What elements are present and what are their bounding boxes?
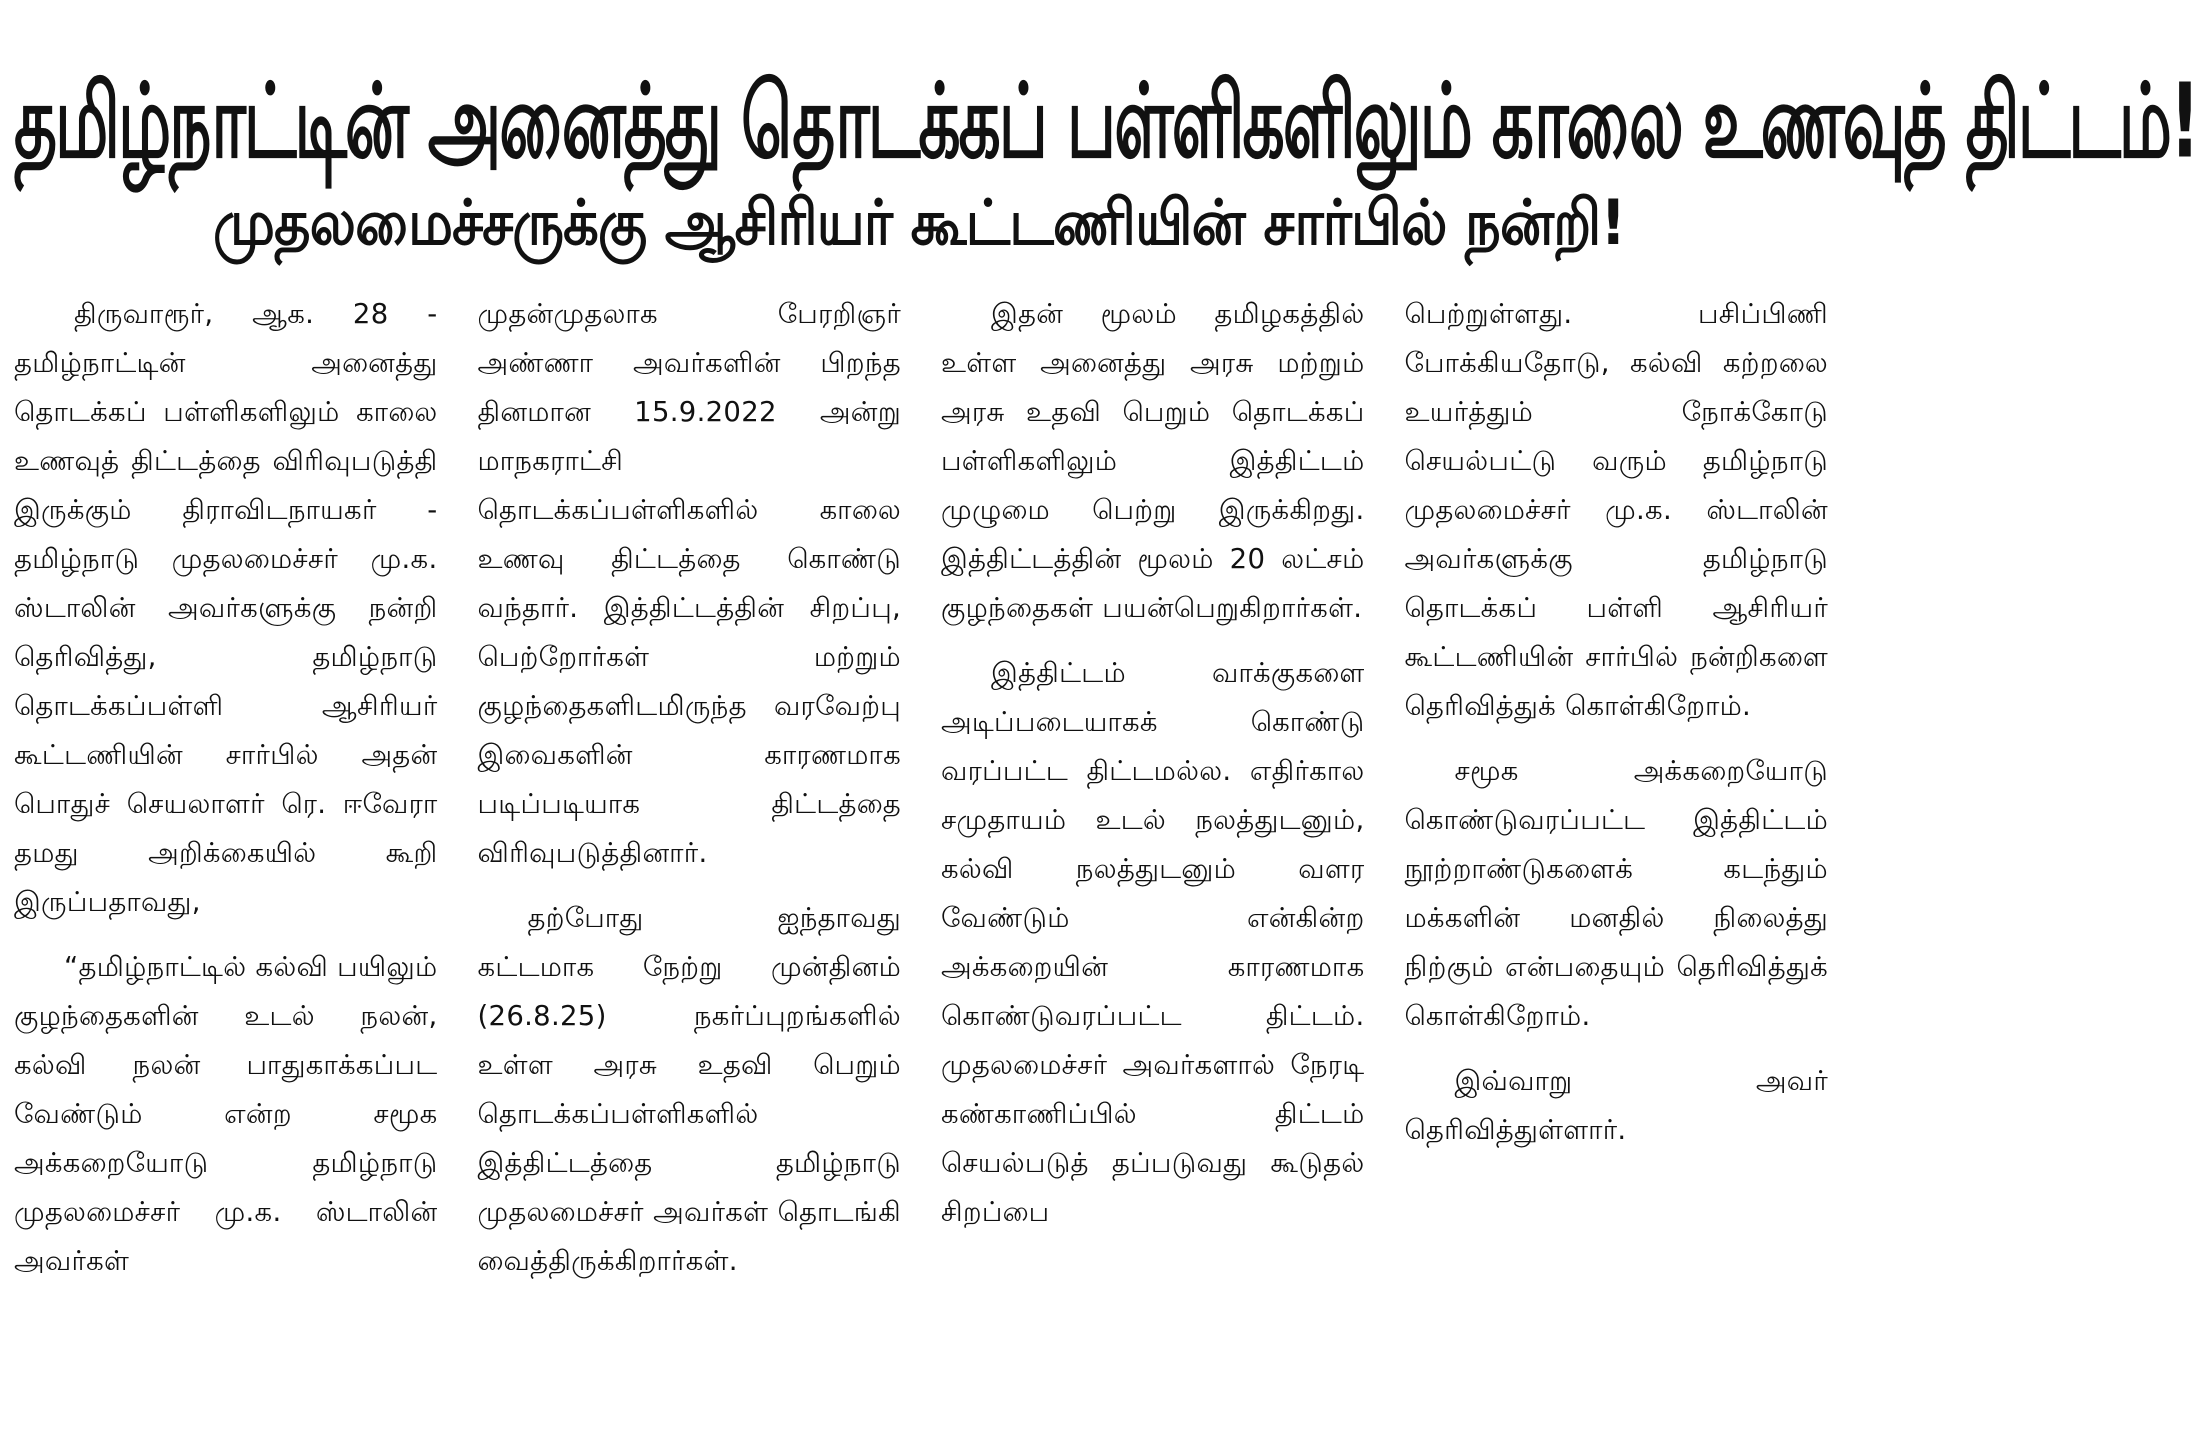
column-2	[478, 290, 902, 1450]
column-1	[14, 290, 438, 1450]
paragraph: இவ்வாறு அவர் தெரிவித்துள்ளார்.	[1404, 1065, 1828, 1146]
headline: தமிழ்நாட்டின் அனைத்து தொடக்கப் பள்ளிகளிலும் காலை உணவுத் திட்டம்!	[14, 62, 2198, 182]
subheadline: முதலமைச்சருக்கு ஆசிரியர் கூட்டணியின் சார்பில் நன்றி!	[212, 187, 1626, 260]
paragraph: திருவாரூர், ஆக. 28 - தமிழ்நாட்டின் அனைத்து தொடக்கப் பள்ளிகளிலும் காலை உணவுத் திட்டத்தை விரிவுபடுத்தி இருக்கும் திராவிடநாயகர் - தமிழ்நாடு முதலமைச்சர் மு.க. ஸ்டாலின் அவர்களுக்கு நன்றி தெரிவித்து, தமிழ்நாடு தொடக்கப்பள்ளி ஆசிரியர் கூட்டணியின் சார்பில் அதன் பொதுச் செயலாளர் ரெ. ஈவேரா தமது அறிக்கையில் கூறி இருப்பதாவது,	[14, 298, 438, 918]
paragraph: தற்போது ஐந்தாவது கட்டமாக நேற்று முன்தினம் (26.8.25) நகர்ப்புறங்களில் உள்ள அரசு உதவி பெறும் தொடக்கப்பள்ளிகளில் இத்திட்டத்தை தமிழ்நாடு முதலமைச்சர் அவர்கள் தொடங்கி வைத்திருக்கிறார்கள்.	[477, 902, 901, 1277]
paragraph: முதன்முதலாக பேரறிஞர் அண்ணா அவர்களின் பிறந்த தினமான 15.9.2022 அன்று மாநகராட்சி தொடக்கப்பள்ளிகளில் காலை உணவு திட்டத்தை கொண்டு வந்தார். இத்திட்டத்தின் சிறப்பு, பெற்றோர்கள் மற்றும் குழந்தைகளிடமிருந்த வரவேற்பு இவைகளின் காரணமாக படிப்படியாக திட்டத்தை விரிவுபடுத்தினார்.	[477, 298, 901, 869]
paragraph: “தமிழ்நாட்டில் கல்வி பயிலும் குழந்தைகளின் உடல் நலன், கல்வி நலன் பாதுகாக்கப்பட வேண்டும் என்ற சமூக அக்கறையோடு தமிழ்நாடு முதலமைச்சர் மு.க. ஸ்டாலின் அவர்கள்	[14, 951, 438, 1277]
paragraph: பெற்றுள்ளது. பசிப்பிணி போக்கியதோடு, கல்வி கற்றலை உயர்த்தும் நோக்கோடு செயல்பட்டு வரும் தமிழ்நாடு முதலமைச்சர் மு.க. ஸ்டாலின் அவர்களுக்கு தமிழ்நாடு தொடக்கப் பள்ளி ஆசிரியர் கூட்டணியின் சார்பில் நன்றிகளை தெரிவித்துக் கொள்கிறோம்.	[1404, 298, 1828, 722]
paragraph: இத்திட்டம் வாக்குகளை அடிப்படையாகக் கொண்டு வரப்பட்ட திட்டமல்ல. எதிர்கால சமுதாயம் உடல் நலத்துடனும், கல்வி நலத்துடனும் வளர வேண்டும் என்கின்ற அக்கறையின் காரணமாக கொண்டுவரப்பட்ட திட்டம். முதலமைச்சர் அவர்களால் நேரடி கண்காணிப்பில் திட்டம் செயல்படுத் தப்படுவது கூடுதல் சிறப்பை	[941, 657, 1365, 1228]
column-4	[1405, 290, 1829, 1450]
paragraph: இதன் மூலம் தமிழகத்தில் உள்ள அனைத்து அரசு மற்றும் அரசு உதவி பெறும் தொடக்கப் பள்ளிகளிலும் இத்திட்டம் முழுமை பெற்று இருக்கிறது. இத்திட்டத்தின் மூலம் 20 லட்சம் குழந்தைகள் பயன்பெறுகிறார்கள்.	[941, 298, 1365, 624]
column-3	[941, 290, 1365, 1450]
paragraph: சமூக அக்கறையோடு கொண்டுவரப்பட்ட இத்திட்டம் நூற்றாண்டுகளைக் கடந்தும் மக்களின் மனதில் நிலைத்து நிற்கும் என்பதையும் தெரிவித்துக் கொள்கிறோம்.	[1404, 755, 1828, 1032]
article-body	[14, 290, 1828, 1450]
